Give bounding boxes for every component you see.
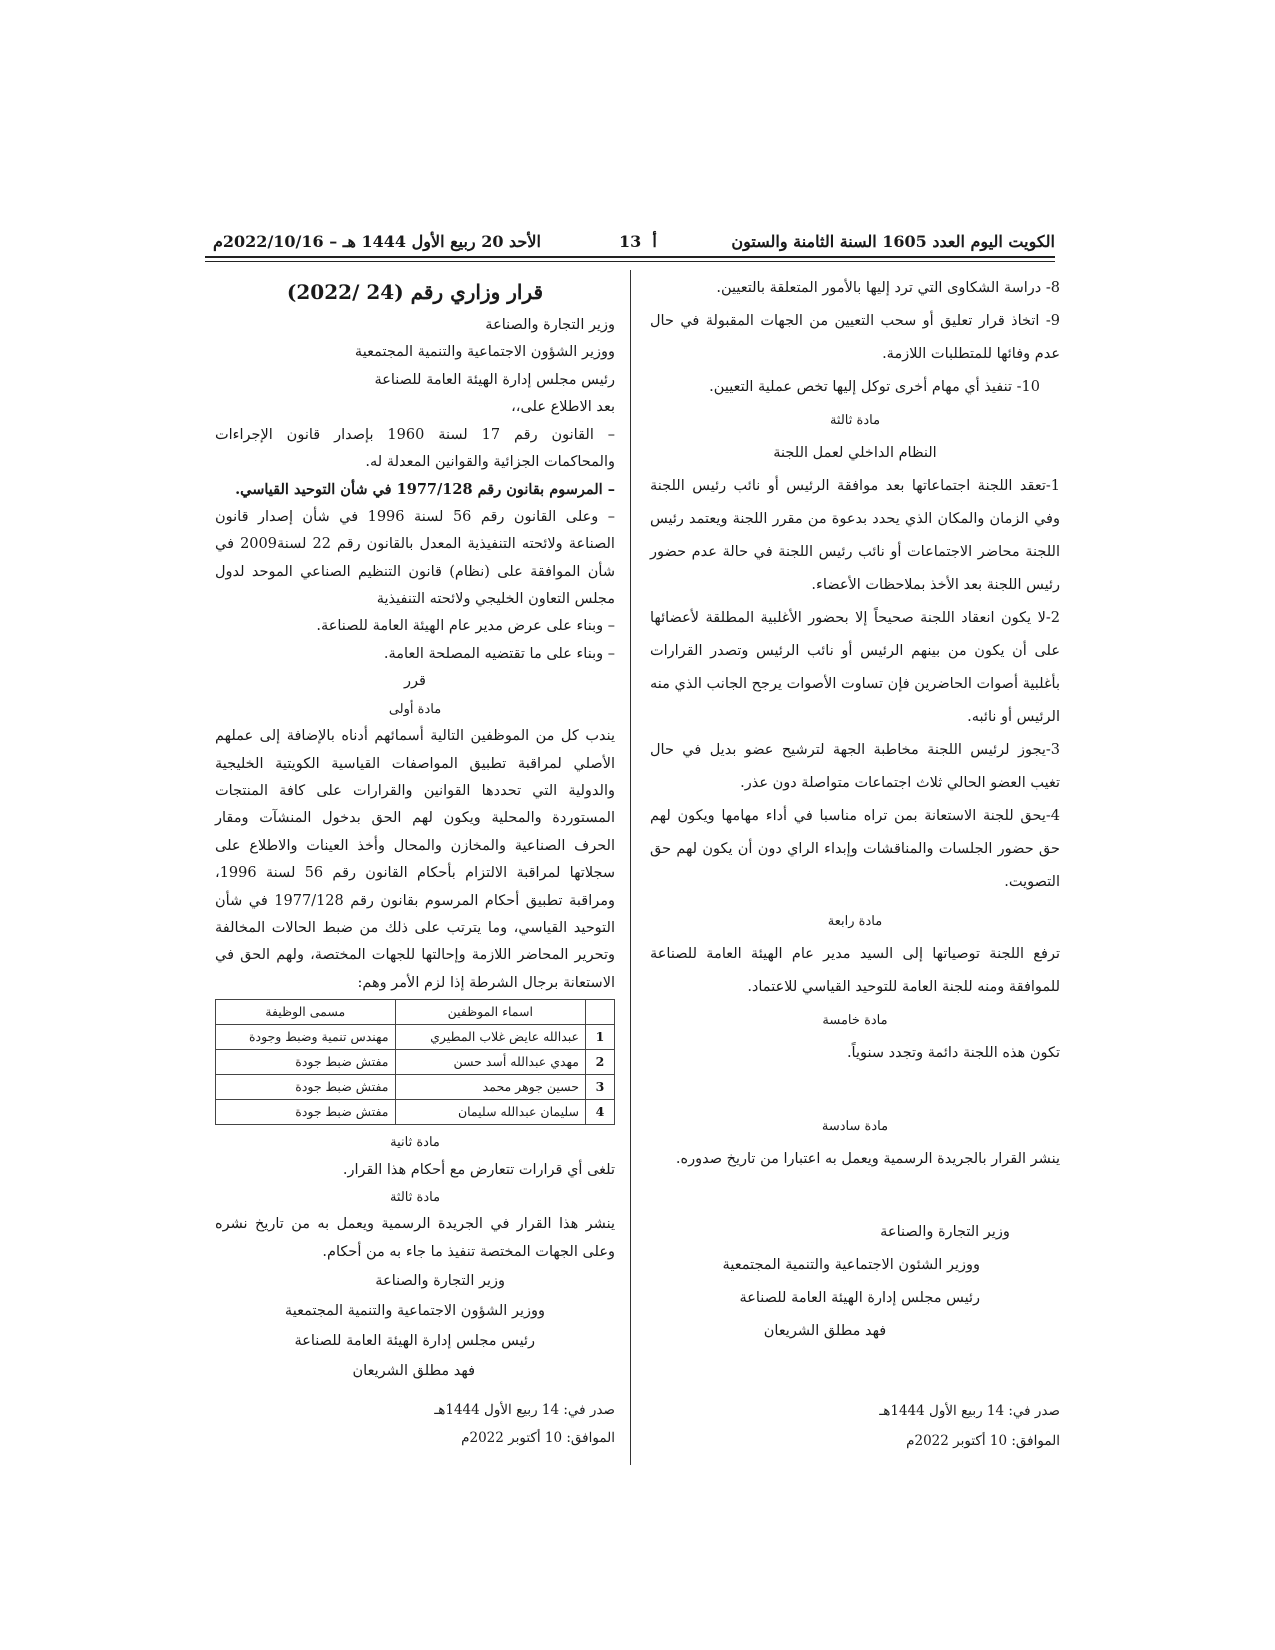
header-gazette-info: الكويت اليوم العدد 1605 السنة الثامنة والستون xyxy=(731,232,1055,251)
row-number: 2 xyxy=(586,1050,615,1075)
table-header-name: اسماء الموظفين xyxy=(395,1000,585,1025)
article-3-item-1: 1-تعقد اللجنة اجتماعاتها بعد موافقة الرئيس أو نائب رئيس اللجنة وفي الزمان والمكان الذي يحدد بدعوة من مقرر اللجنة ويعتمد رئيس اللجنة محاضر الاجتماعات أو نائب رئيس اللجنة في حالة عدم حضور رئيس اللجنة بعد الأخذ بملاحظات الأعضاء. xyxy=(650,478,1060,593)
article-1-title: مادة أولى xyxy=(388,701,442,717)
article-2-title: مادة ثانية xyxy=(390,1135,440,1151)
job-title: مفتش ضبط جودة xyxy=(216,1075,396,1100)
corresponding-date: الموافق: 10 أكتوبر 2022م xyxy=(461,1430,615,1447)
intro-line-4: بعد الاطلاع على،، xyxy=(511,399,615,416)
reference-5: – وبناء على ما تقتضيه المصلحة العامة. xyxy=(383,645,615,662)
row-number: 3 xyxy=(586,1075,615,1100)
decided-heading: قرر xyxy=(404,673,426,690)
job-title: مفتش ضبط جودة xyxy=(216,1100,396,1125)
signer-title-2: ووزير الشؤون الاجتماعية والتنمية المجتمعية xyxy=(284,1303,545,1320)
issued-date: صدر في: 14 ربيع الأول 1444هـ xyxy=(434,1402,615,1419)
article-4-title: مادة رابعة xyxy=(827,914,883,929)
row-number: 4 xyxy=(586,1100,615,1125)
item-9: 9- اتخاذ قرار تعليق أو سحب التعيين من الجهات المقبولة في حال عدم وفائها للمتطلبات اللازمة. xyxy=(650,313,1060,362)
header-page-number xyxy=(619,232,657,251)
table-row xyxy=(216,1025,615,1050)
article-3-subtitle: النظام الداخلي لعمل اللجنة xyxy=(773,445,937,461)
intro-line-3: رئيس مجلس إدارة الهيئة العامة للصناعة xyxy=(374,371,615,388)
column-divider xyxy=(630,270,631,1465)
table-header-title: مسمى الوظيفة xyxy=(216,1000,396,1025)
article-3-item-4: 4-يحق للجنة الاستعانة بمن تراه مناسبا في أداء مهامها ويكون لهم حق حضور الجلسات والمناقشات وإبداء الراي دون أن يكون لهم حق التصويت. xyxy=(650,808,1060,890)
employee-name: حسين جوهر محمد xyxy=(395,1075,585,1100)
employees-table xyxy=(215,999,615,1125)
article-5-text: تكون هذه اللجنة دائمة وتجدد سنوياً. xyxy=(846,1045,1060,1061)
job-title: مهندس تنمية وضبط وجودة xyxy=(216,1025,396,1050)
employee-name: عبدالله عايض غلاب المطيري xyxy=(395,1025,585,1050)
left-issue-dates xyxy=(215,1396,615,1452)
header-rule-thick xyxy=(205,256,1055,258)
right-issue-dates xyxy=(650,1396,1060,1456)
employee-name: مهدي عبدالله أسد حسن xyxy=(395,1050,585,1075)
article-3-title: مادة ثالثة xyxy=(829,413,881,428)
header-date: الأحد 20 ربيع الأول 1444 هـ – 2022/10/16م xyxy=(213,232,541,251)
article-3-title-left: مادة ثالثة xyxy=(389,1189,441,1205)
signer-name: فهد مطلق الشريعان xyxy=(763,1323,887,1339)
table-header-row xyxy=(216,1000,615,1025)
item-10: 10- تنفيذ أي مهام أخرى توكل إليها تخص عملية التعيين. xyxy=(709,379,1040,395)
article-5-title: مادة خامسة xyxy=(822,1013,888,1028)
intro-line-1: وزير التجارة والصناعة xyxy=(485,317,615,333)
table-header-num xyxy=(586,1000,615,1025)
signer-name: فهد مطلق الشريعان xyxy=(352,1363,475,1380)
article-6-text: ينشر القرار بالجريدة الرسمية ويعمل به اعتبارا من تاريخ صدوره. xyxy=(675,1151,1060,1167)
header-rule-thin xyxy=(205,261,1055,262)
page-number: 13 xyxy=(619,232,642,251)
article-3-text-left: ينشر هذا القرار في الجريدة الرسمية ويعمل به من تاريخ نشره وعلى الجهات المختصة تنفيذ ما جاء به من أحكام. xyxy=(215,1216,615,1260)
article-3-item-2: 2-لا يكون انعقاد اللجنة صحيحاً إلا بحضور الأغلبية المطلقة لأعضائها على أن يكون من بينهم الرئيس أو نائب الرئيس وتصدر القرارات بأغلبية أصوات الحاضرين فإن تساوت الأصوات يرجح الجانب الذي منه الرئيس أو نائبه. xyxy=(650,610,1060,725)
signer-title-1: وزير التجارة والصناعة xyxy=(880,1224,1010,1240)
signer-title-2: ووزير الشئون الاجتماعية والتنمية المجتمعية xyxy=(722,1257,980,1273)
page-prefix: أ xyxy=(652,232,657,251)
right-signature-block xyxy=(650,1216,1060,1348)
reference-3: – وعلى القانون رقم 56 لسنة 1996 في شأن إصدار قانون الصناعة ولائحته التنفيذية المعدل بالقانون رقم 22 لسنة2009 في شأن الموافقة على (نظام) قانون التنظيم الصناعي الموحد لدول مجلس التعاون الخليجي ولائحته التنفيذية xyxy=(215,508,615,608)
article-2-text: تلغى أي قرارات تتعارض مع أحكام هذا القرار. xyxy=(342,1161,615,1178)
job-title: مفتش ضبط جودة xyxy=(216,1050,396,1075)
reference-2: – المرسوم بقانون رقم 1977/128 في شأن التوحيد القياسي. xyxy=(235,481,615,499)
page-header xyxy=(205,226,1055,256)
article-1-text: يندب كل من الموظفين التالية أسمائهم أدناه بالإضافة إلى عملهم الأصلي لمراقبة تطبيق المواصفات القياسية الكويتية الخليجية والدولية التي تحددها القوانين والقرارات على كافة المنتجات المستوردة والمحلية ويكون لهم الحق بدخول المنشآت ومقار الحرف الصناعية والمخازن والمحال وأخذ العينات والاطلاع على سجلاتها لمراقبة الالتزام بأحكام القانون رقم 56 لسنة 1996، ومراقبة تطبيق أحكام المرسوم بقانون رقم 1977/128 في شأن التوحيد القياسي، وما يترتب على ذلك من ضبط الحالات المخالفة وتحرير المحاضر اللازمة وإحالتها للجهات المختصة، ولهم الحق في الاستعانة برجال الشرطة إذا لزم الأمر وهم: xyxy=(215,728,615,991)
table-row xyxy=(216,1050,615,1075)
signer-title-1: وزير التجارة والصناعة xyxy=(375,1273,505,1290)
right-column xyxy=(650,272,1060,1456)
intro-line-2: ووزير الشؤون الاجتماعية والتنمية المجتمعية xyxy=(354,344,615,361)
left-column xyxy=(215,272,615,1452)
corresponding-date: الموافق: 10 أكتوبر 2022م xyxy=(906,1433,1060,1449)
article-6-title: مادة سادسة xyxy=(821,1119,889,1134)
signer-title-3: رئيس مجلس إدارة الهيئة العامة للصناعة xyxy=(739,1290,980,1306)
article-3-item-3: 3-يجوز لرئيس اللجنة مخاطبة الجهة لترشيح عضو بديل في حال تغيب العضو الحالي ثلاث اجتماعات متواصلة دون عذر. xyxy=(650,742,1060,791)
table-row xyxy=(216,1075,615,1100)
reference-1: – القانون رقم 17 لسنة 1960 بإصدار قانون الإجراءات والمحاكمات الجزائية والقوانين المعدلة له. xyxy=(215,426,615,471)
row-number: 1 xyxy=(586,1025,615,1050)
table-row xyxy=(216,1100,615,1125)
issued-date: صدر في: 14 ربيع الأول 1444هـ xyxy=(879,1403,1060,1419)
decree-title: قرار وزاري رقم (24 /2022) xyxy=(286,280,544,304)
item-8: 8- دراسة الشكاوى التي ترد إليها بالأمور المتعلقة بالتعيين. xyxy=(716,280,1060,296)
reference-4: – وبناء على عرض مدير عام الهيئة العامة للصناعة. xyxy=(316,618,615,635)
employee-name: سليمان عبدالله سليمان xyxy=(395,1100,585,1125)
article-4-text: ترفع اللجنة توصياتها إلى السيد مدير عام الهيئة العامة للصناعة للموافقة ومنه للجنة العامة للتوحيد القياسي للاعتماد. xyxy=(650,946,1060,995)
signer-title-3: رئيس مجلس إدارة الهيئة العامة للصناعة xyxy=(294,1333,535,1350)
left-signature-block xyxy=(215,1266,615,1386)
